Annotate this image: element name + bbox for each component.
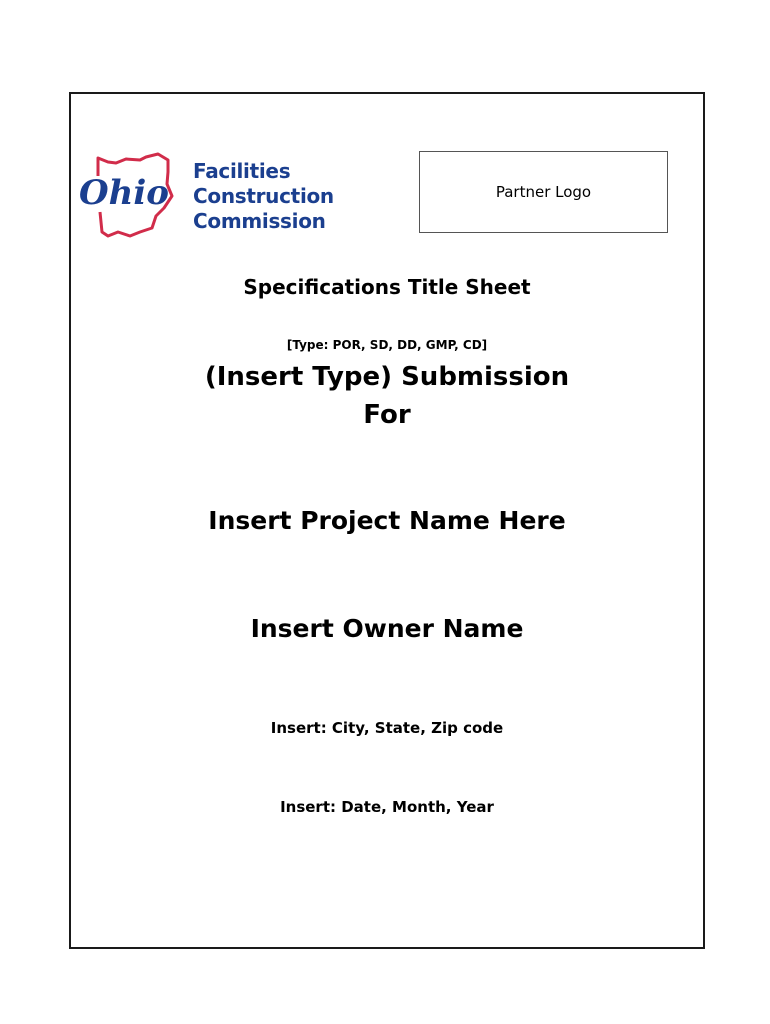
ohio-wordmark: Ohio <box>79 173 169 213</box>
submission-heading <box>69 358 705 434</box>
location-line: Insert: City, State, Zip code <box>270 719 504 737</box>
specifications-title: Specifications Title Sheet <box>243 275 531 299</box>
project-name: Insert Project Name Here <box>208 506 566 535</box>
ohio-state-outline-logo <box>78 152 190 244</box>
date-line: Insert: Date, Month, Year <box>280 798 494 816</box>
owner-name: Insert Owner Name <box>250 614 524 643</box>
submission-heading-line2: For <box>363 400 411 430</box>
org-line-commission: Commission <box>193 209 326 233</box>
partner-logo-label: Partner Logo <box>495 183 592 201</box>
partner-logo-placeholder <box>419 151 668 233</box>
fcc-org-name <box>193 159 334 234</box>
submission-type-note: [Type: POR, SD, DD, GMP, CD] <box>286 338 488 352</box>
submission-heading-line1: (Insert Type) Submission <box>204 362 570 392</box>
ohio-fcc-logo <box>78 152 358 244</box>
org-line-facilities: Facilities <box>193 159 291 183</box>
org-line-construction: Construction <box>193 184 334 208</box>
